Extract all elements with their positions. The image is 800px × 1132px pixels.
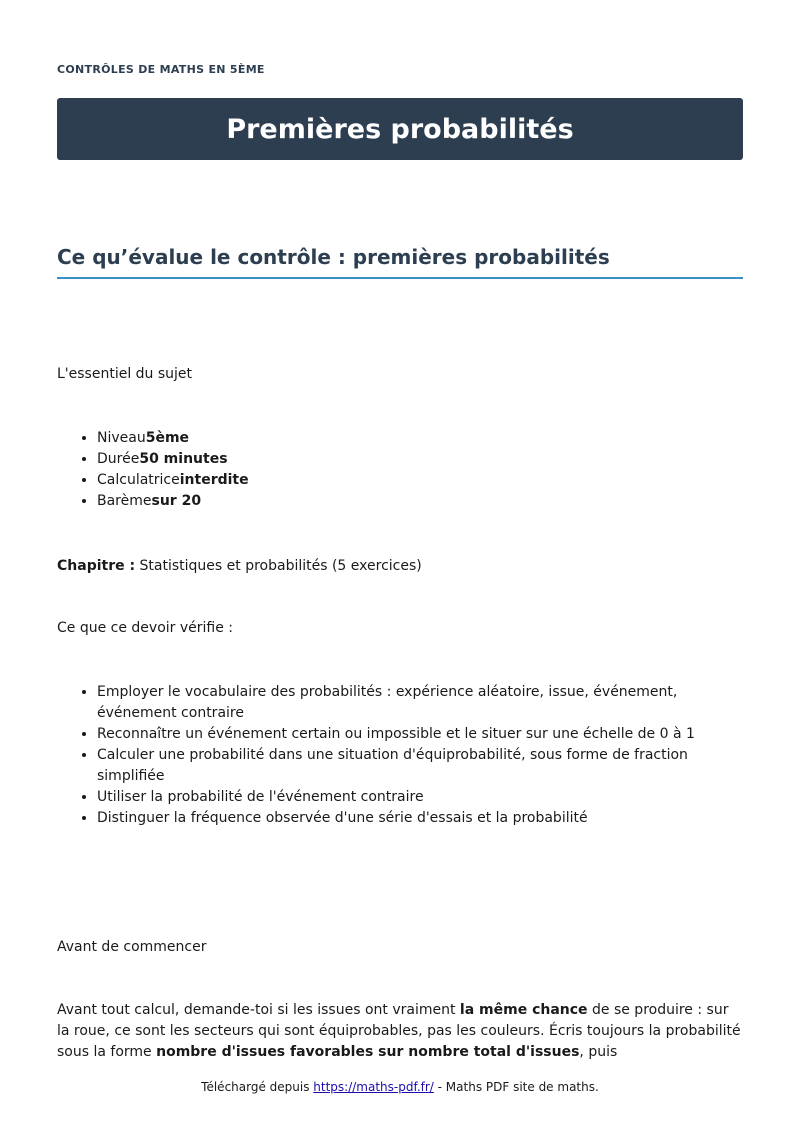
list-item: • Distinguer la fréquence observée d'une série d'essais et la probabilité [97, 808, 743, 829]
title-banner [57, 98, 743, 160]
list-item: • Calculatriceinterdite [97, 470, 743, 491]
list-item: • Calculer une probabilité dans une situation d'équiprobabilité, sous forme de fraction simplifiée [97, 745, 743, 787]
series-kicker: CONTRÔLES DE MATHS EN 5ÈME [57, 63, 265, 76]
checks-list [57, 682, 743, 829]
list-item: • Reconnaître un événement certain ou impossible et le situer sur une échelle de 0 à 1 [97, 724, 743, 745]
chapter-label: Chapitre : [57, 558, 136, 574]
list-item: • Niveau5ème [97, 428, 743, 449]
before-heading: Avant de commencer [57, 939, 207, 955]
chapter-value: Statistiques et probabilités (5 exercices) [135, 558, 422, 574]
page-footer: Téléchargé depuis https://maths-pdf.fr/ - Maths PDF site de maths. [201, 1080, 599, 1094]
essentials-list [57, 428, 743, 512]
list-item: • Employer le vocabulaire des probabilités : expérience aléatoire, issue, événement, événement contraire [97, 682, 743, 724]
page-title: Premières probabilités [226, 113, 574, 145]
section-heading: Ce qu’évalue le contrôle : premières probabilités [57, 245, 743, 279]
chapter-line [57, 556, 743, 577]
source-link[interactable]: https://maths-pdf.fr/ [313, 1080, 434, 1094]
list-item: • Durée50 minutes [97, 449, 743, 470]
before-paragraph: Avant tout calcul, demande-toi si les issues ont vraiment la même chance de se produire : sur la roue, ce sont les secteurs qui sont équiprobables, pas les couleurs. Écris toujours la probabilité sous la forme nombre d'issues favorables sur nombre total d'issues, puis [57, 1002, 741, 1060]
essentials-heading: L'essentiel du sujet [57, 366, 193, 382]
list-item: • Barèmesur 20 [97, 491, 743, 512]
list-item: • Utiliser la probabilité de l'événement contraire [97, 787, 743, 808]
checks-heading: Ce que ce devoir vérifie : [57, 620, 234, 636]
